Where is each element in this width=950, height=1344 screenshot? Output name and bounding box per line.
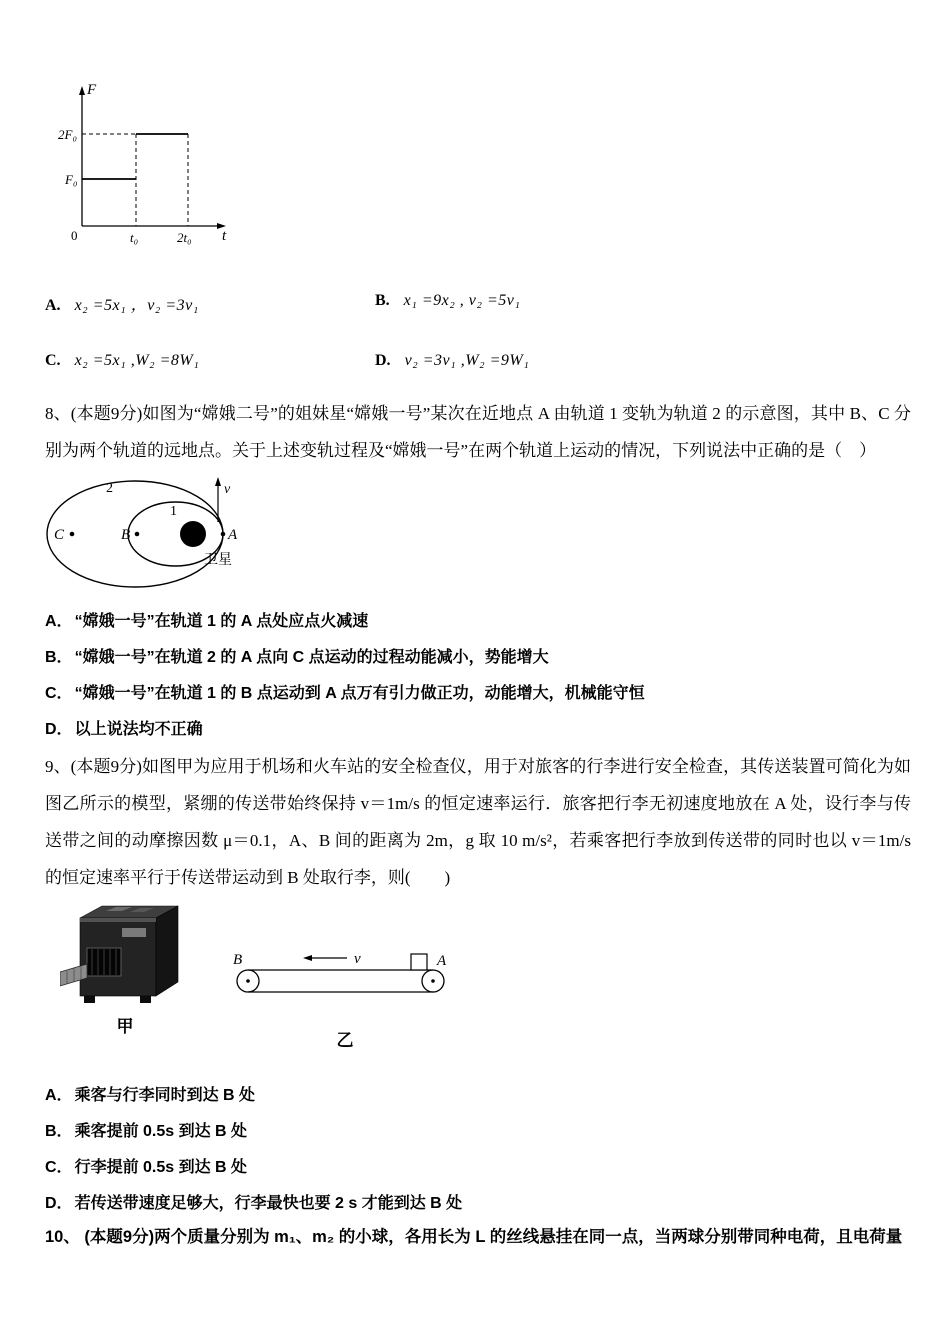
option-letter: A． <box>45 613 73 630</box>
q7-option-b <box>375 292 520 310</box>
question-8-text: 8、(本题9分)如图为“嫦娥二号”的姐妹星“嫦娥一号”某次在近地点 A 由轨道 1 变轨为轨道 2 的示意图，其中 B、C 分别为两个轨道的远地点。关于上述变轨过程及“嫦娥一号”在两个轨道上运动的情况，下列说法中正确的是（ ） <box>45 404 911 460</box>
q7-option-c <box>45 352 199 370</box>
tick-f0: F₀ <box>65 172 78 187</box>
q9-option-a <box>45 1082 915 1105</box>
option-letter: C. <box>45 352 61 369</box>
scanner-side-face <box>156 906 178 996</box>
orbit-1-label: 1 <box>170 504 177 519</box>
orbit-transfer-diagram <box>42 470 292 605</box>
option-text: 乘客提前 0.5s 到达 B 处 <box>74 1123 248 1140</box>
option-letter: A． <box>45 1087 73 1104</box>
point-a-label: A <box>437 953 447 969</box>
conveyor-belt-figure <box>225 928 465 1013</box>
q8-option-b <box>45 644 915 667</box>
option-text: 乘客与行李同时到达 B 处 <box>74 1087 256 1104</box>
option-letter: A. <box>45 297 61 314</box>
option-text: 以上说法均不正确 <box>74 721 203 738</box>
tick-2f0: 2F₀ <box>58 127 77 142</box>
point-a-dot <box>221 532 226 537</box>
velocity-label: v <box>224 482 231 497</box>
q9-option-d <box>45 1190 915 1213</box>
figure-jia-label: 甲 <box>116 1017 134 1036</box>
option-letter: C． <box>45 1159 73 1176</box>
scanner-edge-strip <box>80 918 156 922</box>
moon-body <box>180 521 206 547</box>
option-expression: v₂ =3v₁ ,W₂ =9W₁ <box>404 352 530 369</box>
option-letter: D. <box>375 352 391 369</box>
option-letter: D． <box>45 1195 73 1212</box>
option-text: “嫦娥一号”在轨道 1 的 A 点处应点火减速 <box>74 613 369 630</box>
point-b-dot <box>135 532 140 537</box>
luggage-box <box>411 954 427 970</box>
option-text: 行李提前 0.5s 到达 B 处 <box>74 1159 248 1176</box>
option-letter: B． <box>45 649 73 666</box>
q8-option-a <box>45 608 915 631</box>
option-text: 若传送带速度足够大，行李最快也要 2 s 才能到达 B 处 <box>74 1195 463 1212</box>
option-text: “嫦娥一号”在轨道 2 的 A 点向 C 点运动的过程动能减小，势能增大 <box>74 649 549 666</box>
option-text: “嫦娥一号”在轨道 1 的 B 点运动到 A 点万有引力做正功，动能增大，机械能守恒 <box>74 685 645 702</box>
point-b-label: B <box>121 527 131 543</box>
t-axis-label: t <box>222 228 227 244</box>
option-letter: B． <box>45 1123 73 1140</box>
option-letter: B. <box>375 292 390 309</box>
option-letter: D． <box>45 721 73 738</box>
option-expression: x₂ =5x₁ ,W₂ =8W₁ <box>74 352 200 369</box>
orbit-2-label: 2 <box>106 481 113 496</box>
belt-velocity-arrowhead <box>303 955 312 961</box>
question-9-text: 9、(本题9分)如图甲为应用于机场和火车站的安全检查仪，用于对旅客的行李进行安全检查，其传送装置可简化为如图乙所示的模型，紧绷的传送带始终保持 v＝1m/s 的恒定速率运行．旅客把行李无初速度地放在 A 处，设行李与传送带之间的动摩擦因数 μ＝0.1，A、B 间的距离为 2m，g 取 10 m/s²，若乘客把行李放到传送带的同时也以 v＝1m/s 的恒定速率平行于传送带运动到 B 处取行李，则( ) <box>45 757 911 887</box>
point-b-label: B <box>233 952 243 968</box>
f-axis-arrowhead <box>79 86 85 95</box>
belt-velocity-label: v <box>354 951 361 967</box>
point-c-label: C <box>54 527 65 543</box>
point-c-dot <box>70 532 75 537</box>
q8-option-d <box>45 716 915 739</box>
option-expression: x₂ =5x₁ ，v₂ =3v₁ <box>74 297 199 314</box>
q7-option-a <box>45 292 199 315</box>
tick-t0: t₀ <box>130 230 139 245</box>
scanner-leg <box>84 996 95 1003</box>
left-pulley-axle <box>246 979 250 983</box>
point-a-label: A <box>228 527 238 543</box>
option-expression: x₁ =9x₂ , v₂ =5v₁ <box>403 292 521 309</box>
security-scanner-figure <box>60 902 190 1022</box>
option-letter: C． <box>45 685 73 702</box>
force-time-graph <box>58 80 233 255</box>
q7-option-d <box>375 352 529 370</box>
scanner-leg <box>140 996 151 1003</box>
scanner-control-panel <box>122 928 146 937</box>
q9-option-b <box>45 1118 915 1141</box>
tick-2t0: 2t₀ <box>177 230 192 245</box>
tick-zero: 0 <box>71 228 78 243</box>
question-10-text: 10、 (本题9分)两个质量分别为 m₁、m₂ 的小球，各用长为 L 的丝线悬挂在同一点，当两球分别带同种电荷，且电荷量 <box>45 1228 903 1246</box>
right-pulley-axle <box>431 979 435 983</box>
figure-yi-label: 乙 <box>336 1031 354 1050</box>
satellite-label: 卫星 <box>204 553 232 568</box>
q8-option-c <box>45 680 915 703</box>
q9-option-c <box>45 1154 915 1177</box>
velocity-arrowhead <box>215 477 221 486</box>
f-axis-label: F <box>87 82 97 98</box>
